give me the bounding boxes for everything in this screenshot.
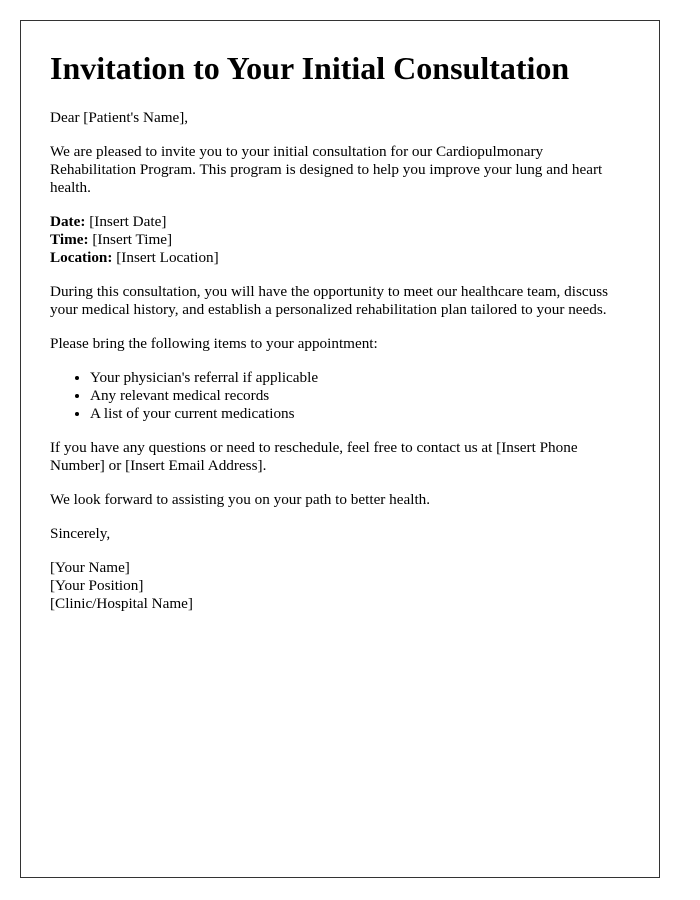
list-item: • Your physician's referral if applicable <box>90 369 630 387</box>
closing-paragraph: We look forward to assisting you on your path to better health. <box>50 491 431 508</box>
location-label: Location: <box>50 249 113 266</box>
letter-title: Invitation to Your Initial Consultation <box>50 50 570 86</box>
location-line <box>50 249 630 267</box>
signature-block <box>50 559 630 613</box>
time-line <box>50 231 630 249</box>
date-label: Date: <box>50 213 86 230</box>
list-item: • A list of your current medications <box>90 405 630 423</box>
consultation-paragraph: During this consultation, you will have the opportunity to meet our healthcare team, discuss your medical history, and establish a personalized rehabilitation plan tailored to your needs. <box>50 283 609 318</box>
greeting: Dear [Patient's Name], <box>50 109 189 126</box>
signature-organization: [Clinic/Hospital Name] <box>50 595 193 612</box>
list-item: • Any relevant medical records <box>90 387 630 405</box>
letter-page <box>20 20 660 878</box>
items-list <box>50 369 630 423</box>
appointment-details <box>50 213 630 267</box>
date-line <box>50 213 630 231</box>
contact-paragraph: If you have any questions or need to reschedule, feel free to contact us at [Insert Phone Number] or [Insert Email Address]. <box>50 439 578 474</box>
signature-position: [Your Position] <box>50 577 144 594</box>
time-label: Time: <box>50 231 89 248</box>
date-value: [Insert Date] <box>85 213 167 230</box>
intro-paragraph: We are pleased to invite you to your initial consultation for our Cardiopulmonary Rehabilitation Program. This program is designed to help you improve your lung and heart health. <box>50 143 603 196</box>
bring-intro: Please bring the following items to your appointment: <box>50 335 378 352</box>
location-value: [Insert Location] <box>112 249 219 266</box>
time-value: [Insert Time] <box>88 231 173 248</box>
sign-off: Sincerely, <box>50 525 111 542</box>
signature-name: [Your Name] <box>50 559 130 576</box>
